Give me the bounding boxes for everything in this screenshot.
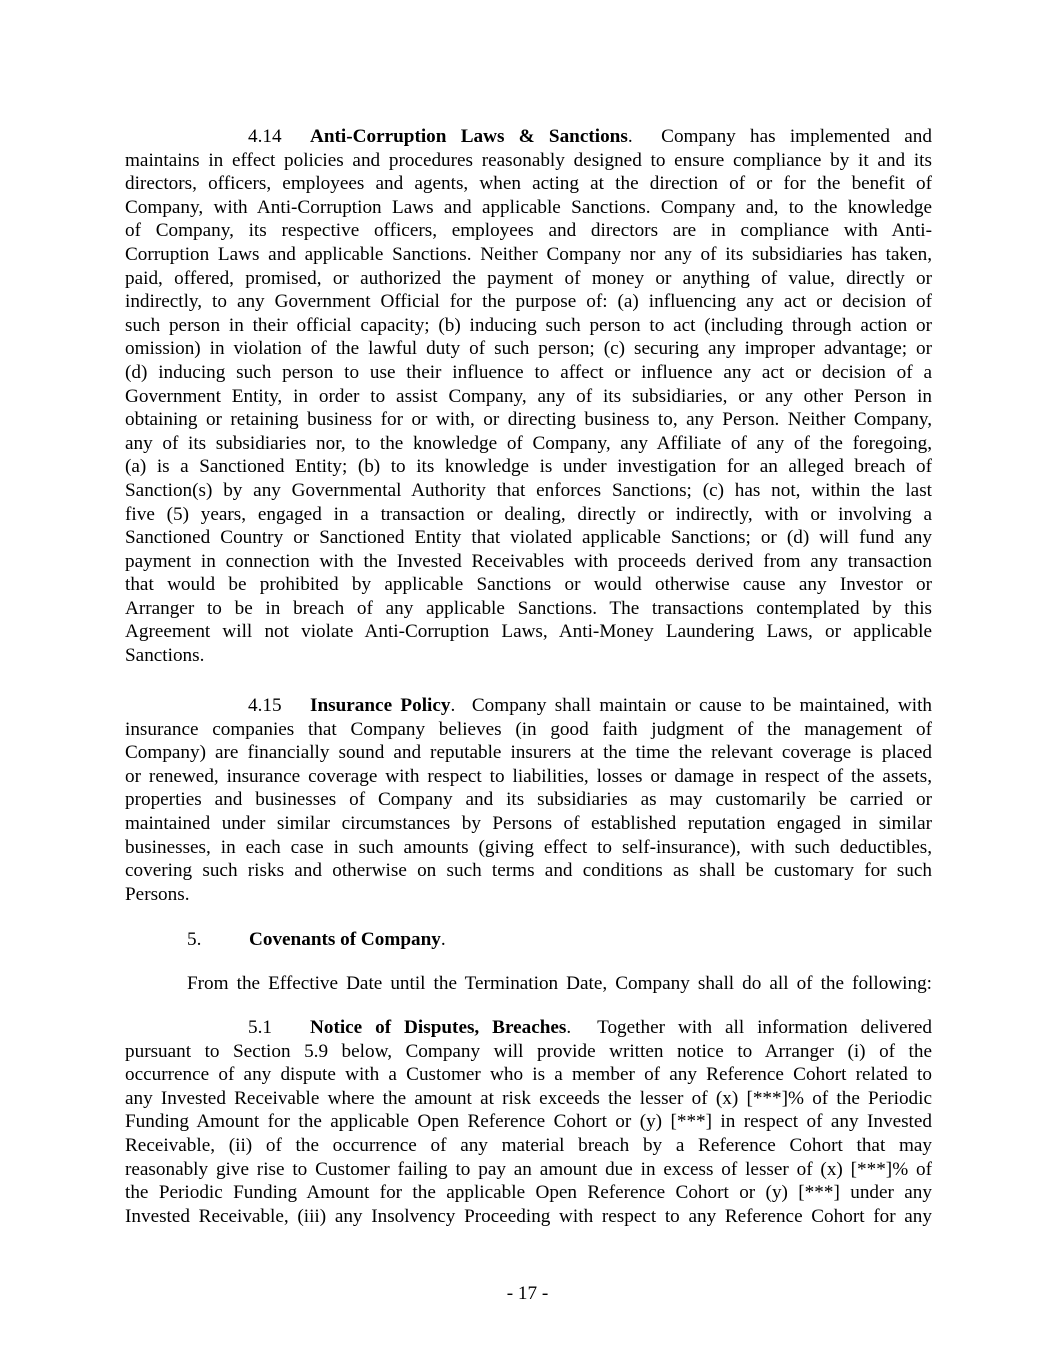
paragraph-text: Company shall maintain or cause to be maintained, with <box>471 695 932 716</box>
section-title: Insurance Policy <box>310 695 451 716</box>
paragraph-line: directors, officers, employees and agents, when acting at the direction of or for the benefit of <box>125 173 932 195</box>
paragraph-line: (a) is a Sanctioned Entity; (b) to its knowledge is under investigation for an alleged breach of <box>125 456 932 478</box>
paragraph-line: covering such risks and otherwise on such terms and conditions as shall be customary for such <box>125 860 932 882</box>
section-5-lead-paragraph: From the Effective Date until the Termination Date, Company shall do all of the following: <box>187 973 932 994</box>
section-4-15 <box>125 694 932 906</box>
paragraph-line: or renewed, insurance coverage with respect to liabilities, losses or damage in respect of the assets, <box>125 765 932 787</box>
section-4-14 <box>125 125 932 668</box>
paragraph-line: any Invested Receivable where the amount at risk exceeds the lesser of (x) [***]% of the Periodic <box>125 1087 932 1109</box>
paragraph-line: Persons. <box>125 883 190 905</box>
paragraph-text: Company has implemented and <box>661 126 932 147</box>
paragraph-text: Together with all information delivered <box>597 1017 932 1038</box>
paragraph-line: the Periodic Funding Amount for the applicable Open Reference Cohort or (y) [***] under any <box>125 1182 932 1204</box>
paragraph-line: such person in their official capacity; (b) inducing such person to act (including through action or <box>125 314 932 336</box>
paragraph-line: maintained under similar circumstances by Persons of established reputation engaged in similar <box>125 812 932 834</box>
paragraph-line: obtaining or retaining business for or with, or directing business to, any Person. Neither Company, <box>125 409 932 431</box>
paragraph-line: Sanctioned Country or Sanctioned Entity that violated applicable Sanctions; or (d) will fund any <box>125 527 932 549</box>
paragraph-line: paid, offered, promised, or authorized the payment of money or anything of value, directly or <box>125 267 932 289</box>
section-heading-line: 4.15 Insurance Policy. Company shall maintain or cause to be maintained, with <box>248 695 932 716</box>
section-heading-line: 4.14 Anti-Corruption Laws & Sanctions. Company has implemented and <box>248 126 932 147</box>
paragraph-line: Company) are financially sound and reputable insurers at the time the relevant coverage is placed <box>125 742 932 764</box>
section-title: Covenants of Company <box>249 929 441 950</box>
section-title: Anti-Corruption Laws & Sanctions <box>310 126 628 147</box>
paragraph-line: that would be prohibited by applicable Sanctions or would otherwise cause any Investor or <box>125 574 932 596</box>
paragraph-line: Agreement will not violate Anti-Corruption Laws, Anti-Money Laundering Laws, or applicable <box>125 621 932 643</box>
paragraph-line: any of its subsidiaries nor, to the knowledge of Company, any Affiliate of any of the foregoing, <box>125 432 932 454</box>
paragraph-line: Receivable, (ii) of the occurrence of any material breach by a Reference Cohort that may <box>125 1134 932 1156</box>
paragraph-line: occurrence of any dispute with a Customer who is a member of any Reference Cohort related to <box>125 1064 932 1086</box>
section-number: 5. <box>187 929 202 950</box>
paragraph-line: omission) in violation of the lawful duty of such person; (c) securing any improper advantage; or <box>125 338 932 360</box>
paragraph-line: businesses, in each case in such amounts (giving effect to self-insurance), with such deductibles, <box>125 836 932 858</box>
paragraph-line: Government Entity, in order to assist Company, any of its subsidiaries, or any other Person in <box>125 385 932 407</box>
paragraph-line: insurance companies that Company believes (in good faith judgment of the management of <box>125 718 932 740</box>
paragraph-line: Invested Receivable, (iii) any Insolvency Proceeding with respect to any Reference Cohort for any <box>125 1205 932 1227</box>
paragraph-line: Company, with Anti-Corruption Laws and applicable Sanctions. Company and, to the knowledge <box>125 196 932 218</box>
page-number: - 17 - <box>506 1283 549 1304</box>
paragraph-line: of Company, its respective officers, employees and directors are in compliance with Anti- <box>125 220 932 242</box>
paragraph-line: Sanction(s) by any Governmental Authority that enforces Sanctions; (c) has not, within the last <box>125 479 932 501</box>
section-number: 4.14 <box>248 126 282 147</box>
paragraph-line: payment in connection with the Invested Receivables with proceeds derived from any transaction <box>125 550 932 572</box>
section-heading-line: 5.1 Notice of Disputes, Breaches. Together with all information delivered <box>248 1017 932 1038</box>
section-5-heading: 5. Covenants of Company. <box>187 929 446 950</box>
paragraph-line: Sanctions. <box>125 645 205 667</box>
paragraph-line: pursuant to Section 5.9 below, Company will provide written notice to Arranger (i) of the <box>125 1040 932 1062</box>
paragraph-line: (d) inducing such person to use their influence to affect or influence any act or decision of a <box>125 361 932 383</box>
section-number: 5.1 <box>248 1017 272 1038</box>
paragraph-line: Arranger to be in breach of any applicable Sanctions. The transactions contemplated by this <box>125 597 932 619</box>
paragraph-line: indirectly, to any Government Official for the purpose of: (a) influencing any act or decision of <box>125 291 932 313</box>
paragraph-line: five (5) years, engaged in a transaction or dealing, directly or indirectly, with or involving a <box>125 503 932 525</box>
paragraph-line: reasonably give rise to Customer failing to pay an amount due in excess of lesser of (x) [***]% of <box>125 1158 932 1180</box>
paragraph-line: Funding Amount for the applicable Open Reference Cohort or (y) [***] in respect of any Invested <box>125 1111 932 1133</box>
section-title: Notice of Disputes, Breaches <box>310 1017 567 1038</box>
section-number: 4.15 <box>248 695 282 716</box>
section-5-1 <box>125 1016 932 1228</box>
paragraph-line: properties and businesses of Company and its subsidiaries as may customarily be carried or <box>125 789 932 811</box>
paragraph-line: maintains in effect policies and procedures reasonably designed to ensure compliance by it and its <box>125 149 932 171</box>
paragraph-line: Corruption Laws and applicable Sanctions. Neither Company nor any of its subsidiaries has taken, <box>125 243 932 265</box>
